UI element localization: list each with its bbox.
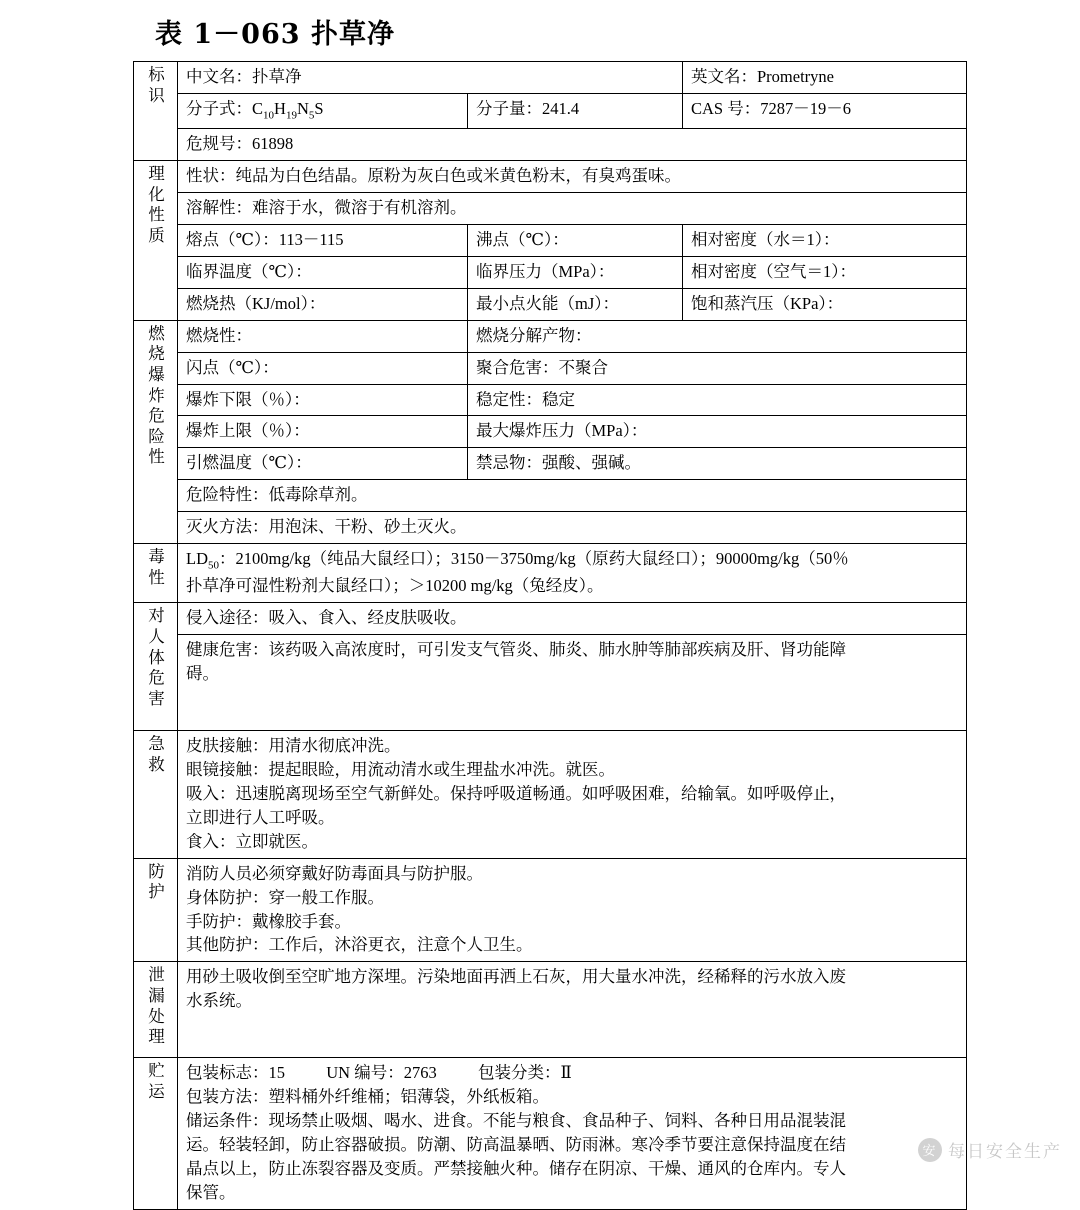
table-row [134,480,967,512]
combustibility-cell: 燃烧性： [178,320,468,352]
leak-spacer [186,1013,960,1053]
critical-temperature-cell: 临界温度（℃）： [178,256,468,288]
watermark-logo-icon: 安 [918,1138,942,1162]
protection-cell [178,858,967,962]
table-row [134,635,967,731]
first-aid-ingestion: 食入：立即就医。 [186,831,318,851]
relative-density-water-cell: 相对密度（水＝1）： [683,224,967,256]
section-label-toxicity: 毒 性 [134,544,178,603]
first-aid-eye: 眼镜接触：提起眼睑，用流动清水或生理盐水冲洗。就医。 [186,759,615,779]
table-row [134,962,967,1058]
decomposition-products-cell: 燃烧分解产物： [468,320,967,352]
molecular-weight-cell: 分子量：241.4 [468,93,683,128]
table-row [134,448,967,480]
flash-point-cell: 闪点（℃）： [178,352,468,384]
table-row [134,288,967,320]
invasion-routes-cell: 侵入途径：吸入、食入、经皮肤吸收。 [178,603,967,635]
table-row [134,858,967,962]
en-name-cell: 英文名：Prometryne [683,62,967,94]
combustion-heat-cell: 燃烧热（KJ/mol）： [178,288,468,320]
boiling-point-cell: 沸点（℃）： [468,224,683,256]
table-row [134,62,967,94]
table-row [134,193,967,225]
protection-hand: 手防护：戴橡胶手套。 [186,911,351,931]
table-row [134,416,967,448]
storage-pack-class: 包装分类：Ⅱ [477,1063,572,1083]
section-label-storage: 贮 运 [134,1058,178,1210]
storage-mark-row [186,1061,960,1085]
storage-conditions-line-3: 晶点以上，防止冻裂容器及变质。严禁接触火种。储存在阴凉、干燥、通风的仓库内。专人 [186,1158,846,1178]
table-row [134,320,967,352]
hazard-characteristics-cell: 危险特性：低毒除草剂。 [178,480,967,512]
polymerization-hazard-cell: 聚合危害：不聚合 [468,352,967,384]
msds-table [133,61,967,1210]
table-row [134,512,967,544]
ld50-line-1: $LD_{50}$：2100mg/kg（纯品大鼠经口）；3150－3750mg/kg（原药大鼠经口）；90000mg/kg（50％ [186,549,849,572]
leak-line-1: 用砂土吸收倒至空旷地方深埋。污染地面再洒上石灰，用大量水冲洗，经稀释的污水放入废 [186,967,846,987]
ld50-cell [178,544,967,603]
properties-cell: 性状：纯品为白色结晶。原粉为灰白色或米黄色粉末，有臭鸡蛋味。 [178,161,967,193]
table-row [134,603,967,635]
table-row [134,384,967,416]
table-row [134,256,967,288]
table-row [134,1058,967,1210]
watermark [918,1137,1062,1162]
page-title: 表 1－063 扑草净 [155,19,395,50]
incompatible-materials-cell: 禁忌物：强酸、强碱。 [468,448,967,480]
storage-method: 包装方法：塑料桶外纤维桶；铝薄袋，外纸板箱。 [186,1087,549,1107]
table-row [134,129,967,161]
storage-conditions-line-4: 保管。 [186,1182,236,1202]
lower-explosion-limit-cell: 爆炸下限（％）： [178,384,468,416]
cas-cell: CAS 号：7287－19－6 [683,93,967,128]
health-hazard-spacer [186,686,960,726]
health-hazard-cell [178,635,967,731]
max-explosion-pressure-cell: 最大爆炸压力（MPa）： [468,416,967,448]
storage-un-number: UN 编号：2763 [326,1063,437,1083]
solubility-cell: 溶解性：难溶于水，微溶于有机溶剂。 [178,193,967,225]
ld50-line-2: 扑草净可湿性粉剂大鼠经口）；＞10200 mg/kg（兔经皮）。 [186,576,604,596]
protection-body: 身体防护：穿一般工作服。 [186,887,384,907]
protection-general: 消防人员必须穿戴好防毒面具与防护服。 [186,863,483,883]
table-row [134,352,967,384]
min-ignition-energy-cell: 最小点火能（mJ）： [468,288,683,320]
stability-cell: 稳定性：稳定 [468,384,967,416]
upper-explosion-limit-cell: 爆炸上限（％）： [178,416,468,448]
first-aid-inhalation-line-2: 立即进行人工呼吸。 [186,807,335,827]
section-label-human-harm: 对 人 体 危 害 [134,603,178,731]
storage-conditions-line-2: 运。轻装轻卸，防止容器破损。防潮、防高温暴晒、防雨淋。寒冷季节要注意保持温度在结 [186,1134,846,1154]
formula-cell: 分子式：$C_{10}H_{19}N_5S$ [178,93,468,128]
table-row [134,93,967,128]
section-label-protection: 防 护 [134,858,178,962]
health-hazard-line-1: 健康危害：该药吸入高浓度时，可引发支气管炎、肺炎、肺水肿等肺部疾病及肝、肾功能障 [186,640,846,660]
table-row [134,161,967,193]
section-label-physchem: 理 化 性 质 [134,161,178,321]
leak-line-2: 水系统。 [186,991,252,1011]
section-label-first-aid: 急 救 [134,731,178,859]
table-row [134,731,967,859]
first-aid-inhalation-line-1: 吸入：迅速脱离现场至空气新鲜处。保持呼吸道畅通。如呼吸困难，给输氧。如呼吸停止， [186,783,846,803]
storage-conditions-line-1: 储运条件：现场禁止吸烟、喝水、进食。不能与粮食、食品种子、饲料、各种日用品混装混 [186,1111,846,1131]
table-row [134,224,967,256]
section-label-leak: 泄 漏 处 理 [134,962,178,1058]
formula-value: $C_{10}H_{19}N_5S$ [252,98,324,122]
protection-other: 其他防护：工作后，沐浴更衣，注意个人卫生。 [186,935,533,955]
extinguishing-method-cell: 灭火方法：用泡沫、干粉、砂土灭火。 [178,512,967,544]
document-page [0,12,1080,1202]
leak-handling-cell [178,962,967,1058]
melting-point-cell: 熔点（℃）：113－115 [178,224,468,256]
relative-density-air-cell: 相对密度（空气＝1）： [683,256,967,288]
watermark-text: 每日安全生产 [948,1142,1062,1161]
first-aid-skin: 皮肤接触：用清水彻底冲洗。 [186,736,401,756]
ignition-temperature-cell: 引燃温度（℃）： [178,448,468,480]
storage-mark: 包装标志：15 [186,1063,285,1083]
cn-name-cell: 中文名：扑草净 [178,62,683,94]
storage-transport-cell [178,1058,967,1210]
critical-pressure-cell: 临界压力（MPa）： [468,256,683,288]
section-label-fire: 燃 烧 爆 炸 危 险 性 [134,320,178,543]
danger-number-cell: 危规号：61898 [178,129,967,161]
table-row [134,544,967,603]
health-hazard-line-2: 碍。 [186,664,219,684]
saturated-vapor-pressure-cell: 饱和蒸汽压（KPa）： [683,288,967,320]
section-label-identity: 标 识 [134,62,178,161]
first-aid-cell [178,731,967,859]
